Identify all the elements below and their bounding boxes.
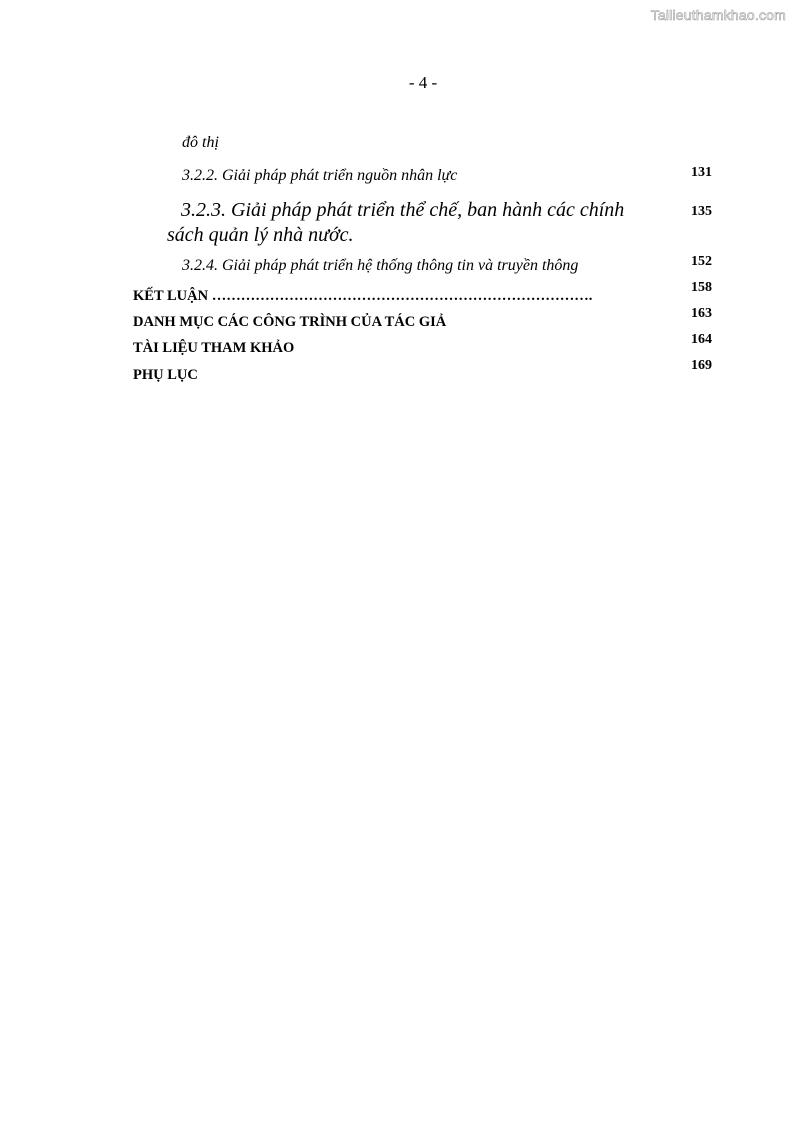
toc-continuation: đô thị [182, 134, 219, 151]
toc-entry-page: 158 [691, 280, 712, 295]
page-number: - 4 - [408, 73, 438, 92]
toc-entry-title: PHỤ LỤC [133, 367, 198, 383]
toc-entry-title: 3.2.4. Giải pháp phát triển hệ thống thông tin và truyền thông [182, 257, 579, 274]
toc-entry-title: 3.2.3. Giải pháp phát triển thể chế, ban hành các chính [181, 199, 625, 221]
watermark-text: Tailieuthamkhao.com [650, 7, 786, 23]
toc-entry-title: KẾT LUẬN ……………………………………………………………………. [133, 288, 593, 304]
toc-entry-title: TÀI LIỆU THAM KHẢO [133, 340, 295, 356]
toc-entry-title-continued: sách quản lý nhà nước. [167, 224, 354, 246]
toc-entry-page: 163 [691, 306, 712, 321]
toc-entry-page: 152 [691, 254, 712, 269]
toc-entry-page: 169 [691, 358, 712, 373]
toc-entry-title: DANH MỤC CÁC CÔNG TRÌNH CỦA TÁC GIẢ [133, 314, 447, 330]
toc-entry-page: 164 [691, 332, 712, 347]
toc-entry-page: 135 [691, 204, 712, 219]
toc-entry-page: 131 [691, 165, 712, 180]
toc-entry-title: 3.2.2. Giải pháp phát triển nguồn nhân lực [182, 167, 458, 184]
